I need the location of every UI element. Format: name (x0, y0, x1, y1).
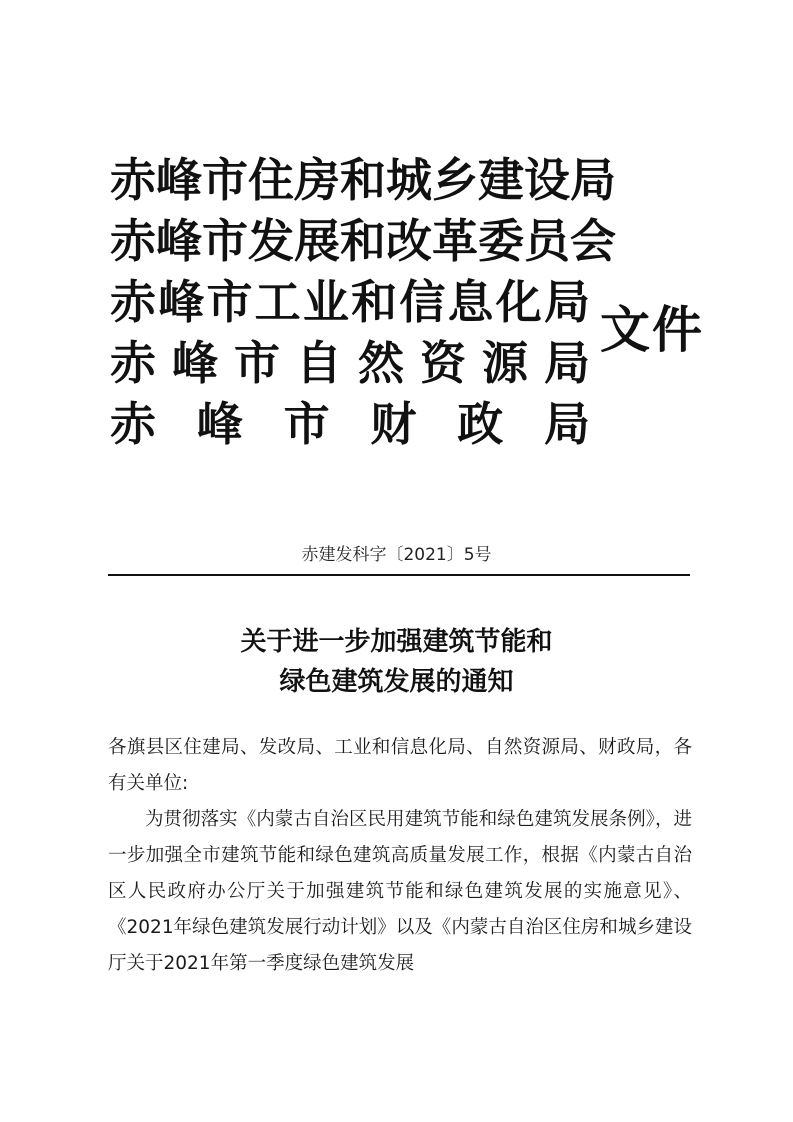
issuer-char: 峰 (196, 397, 243, 451)
issuer-char: 工 (254, 275, 301, 329)
issuer-line-1 (110, 150, 616, 211)
issuer-char: 局 (543, 397, 590, 451)
issuer-char: 政 (457, 397, 504, 451)
issuer-char: 委 (478, 214, 524, 268)
body-text (108, 730, 692, 982)
issuer-char: 息 (447, 275, 494, 329)
issuer-line-4 (110, 333, 590, 394)
issuer-char: 赤 (110, 336, 156, 390)
notice-title (0, 622, 793, 702)
issuer-line-2 (110, 211, 616, 272)
issuer-char: 资 (420, 336, 466, 390)
issuer-char: 财 (370, 397, 417, 451)
issuer-char: 城 (386, 153, 432, 207)
issuer-char: 赤 (110, 275, 156, 329)
issuer-char: 和 (351, 275, 398, 329)
issuer-char: 建 (478, 153, 524, 207)
issuer-char: 赤 (110, 214, 156, 268)
salutation: 各旗县区住建局、发改局、工业和信息化局、自然资源局、财政局，各有关单位: (108, 737, 692, 794)
issuer-char: 市 (202, 153, 248, 207)
issuer-char: 然 (358, 336, 404, 390)
issuer-char: 业 (302, 275, 349, 329)
issuer-char: 会 (570, 214, 616, 268)
issuer-char: 改 (386, 214, 432, 268)
issuer-char: 源 (482, 336, 528, 390)
issuer-char: 峰 (158, 275, 205, 329)
issuer-char: 市 (283, 397, 330, 451)
issuer-char: 市 (234, 336, 280, 390)
issuer-char: 展 (294, 214, 340, 268)
issuer-char: 化 (495, 275, 542, 329)
issuer-char: 设 (524, 153, 570, 207)
issuer-char: 和 (340, 214, 386, 268)
document-number: 赤建发科字〔2021〕5号 (301, 545, 492, 565)
issuer-char: 革 (432, 214, 478, 268)
issuer-char: 发 (248, 214, 294, 268)
issuer-line-5 (110, 394, 590, 455)
issuer-block (110, 150, 616, 455)
issuer-char: 市 (202, 214, 248, 268)
paragraph-1: 为贯彻落实《内蒙古自治区民用建筑节能和绿色建筑发展条例》，进一步加强全市建筑节能和绿色建筑高质量发展工作，根据《内蒙古自治区人民政府办公厅关于加强建筑节能和绿色建筑发展的实施意见》、《2021年绿色建筑发展行动计划》以及《内蒙古自治区住房和城乡建设厅关于2021年第一季度绿色建筑发展 (108, 809, 692, 974)
issuer-char: 和 (340, 153, 386, 207)
issuer-char: 信 (399, 275, 446, 329)
issuer-char: 市 (206, 275, 253, 329)
issuer-char: 赤 (110, 397, 156, 451)
issuer-char: 峰 (172, 336, 218, 390)
issuer-char: 局 (570, 153, 616, 207)
issuer-char: 自 (296, 336, 342, 390)
title-line-1: 关于进一步加强建筑节能和 (240, 627, 553, 657)
header-divider (108, 574, 690, 576)
issuer-char: 局 (543, 275, 590, 329)
issuer-char: 峰 (156, 214, 202, 268)
issuer-char: 房 (294, 153, 340, 207)
issuer-line-3 (110, 272, 590, 333)
file-word: 文件 (600, 300, 704, 359)
issuer-char: 局 (544, 336, 590, 390)
issuer-char: 员 (524, 214, 570, 268)
title-line-2: 绿色建筑发展的通知 (279, 667, 514, 697)
issuer-char: 住 (248, 153, 294, 207)
issuer-char: 赤 (110, 153, 156, 207)
issuer-char: 峰 (156, 153, 202, 207)
issuer-char: 乡 (432, 153, 478, 207)
